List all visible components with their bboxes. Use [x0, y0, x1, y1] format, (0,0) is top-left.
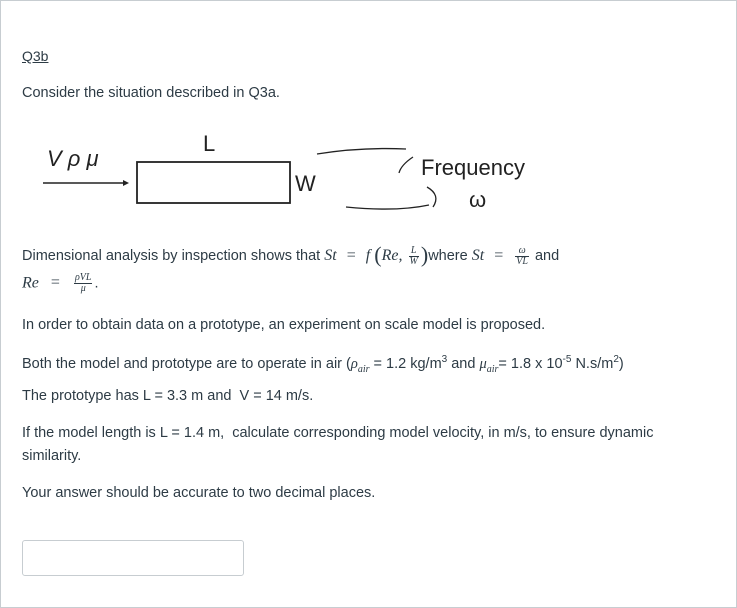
- plate-rectangle: [137, 162, 290, 203]
- rho-air-symbol: $\rho_{air}$: [350, 355, 370, 375]
- where-text: where: [428, 248, 468, 264]
- fraction-rhovl-over-mu: $\frac{\text{ρVL}}{\mu}$: [74, 272, 92, 294]
- f-symbol: f: [365, 247, 371, 264]
- equals-sign-3: =: [50, 274, 60, 292]
- frequency-label: Frequency: [421, 155, 525, 180]
- omega-label: ω: [469, 187, 487, 212]
- reynolds-line: [22, 273, 98, 294]
- paragraph-model-length-cont: similarity.: [22, 448, 82, 464]
- re-symbol: Re,: [381, 247, 403, 264]
- period: .: [94, 275, 99, 292]
- paragraph-prototype: The prototype has L = 3.3 m and V = 14 m/s.: [22, 388, 314, 404]
- and-text: and: [534, 248, 560, 264]
- equals-sign-2: =: [494, 247, 504, 264]
- paragraph-air-properties: Both the model and prototype are to operate in air ($\rho_{air} = 1.2$ $kg/m^3$ and $\mu_{air}= 1.8$ x $10^{-5}$ $N.s/m^2$): [22, 354, 624, 375]
- st-symbol-2: St: [471, 247, 485, 264]
- answer-input[interactable]: [22, 540, 244, 576]
- flow-arrowhead: [123, 180, 129, 186]
- st-symbol: St: [324, 247, 337, 264]
- question-title: Q3b: [22, 48, 49, 64]
- equals-sign: =: [346, 247, 356, 264]
- fraction-omega-over-vl: $\frac{\omega}{VL}$: [516, 244, 528, 267]
- paragraph-model-length: If the model length is L = 1.4 m, calculate corresponding model velocity, in m/s, to ensure dynamic: [22, 425, 654, 441]
- paragraph-model-experiment: In order to obtain data on a prototype, an experiment on scale model is proposed.: [22, 317, 546, 333]
- mu-air-symbol: $\mu_{air}$: [479, 355, 499, 375]
- vortex-upper-curve: [317, 149, 406, 154]
- vortex-lower-hook: [427, 187, 436, 207]
- fraction-l-over-w: $\frac{L}{W}$: [409, 244, 418, 267]
- flow-label: V ρ μ: [47, 146, 99, 171]
- width-label: W: [295, 171, 316, 196]
- re-symbol-2: Re: [22, 274, 39, 292]
- length-label: L: [203, 131, 216, 156]
- vortex-lower-curve: [346, 205, 429, 209]
- flow-diagram: [1, 121, 737, 241]
- question-intro: Consider the situation described in Q3a.: [22, 85, 280, 101]
- paragraph-accuracy: Your answer should be accurate to two decimal places.: [22, 485, 376, 501]
- dimensional-prefix: Dimensional analysis by inspection shows that: [22, 248, 321, 264]
- vortex-upper-hook: [399, 157, 413, 173]
- dimensional-analysis-line: Dimensional analysis by inspection shows that St = f (Re, $\frac{L}{W}$ )where St = $\frac{\omega}{VL}$ and: [22, 242, 560, 267]
